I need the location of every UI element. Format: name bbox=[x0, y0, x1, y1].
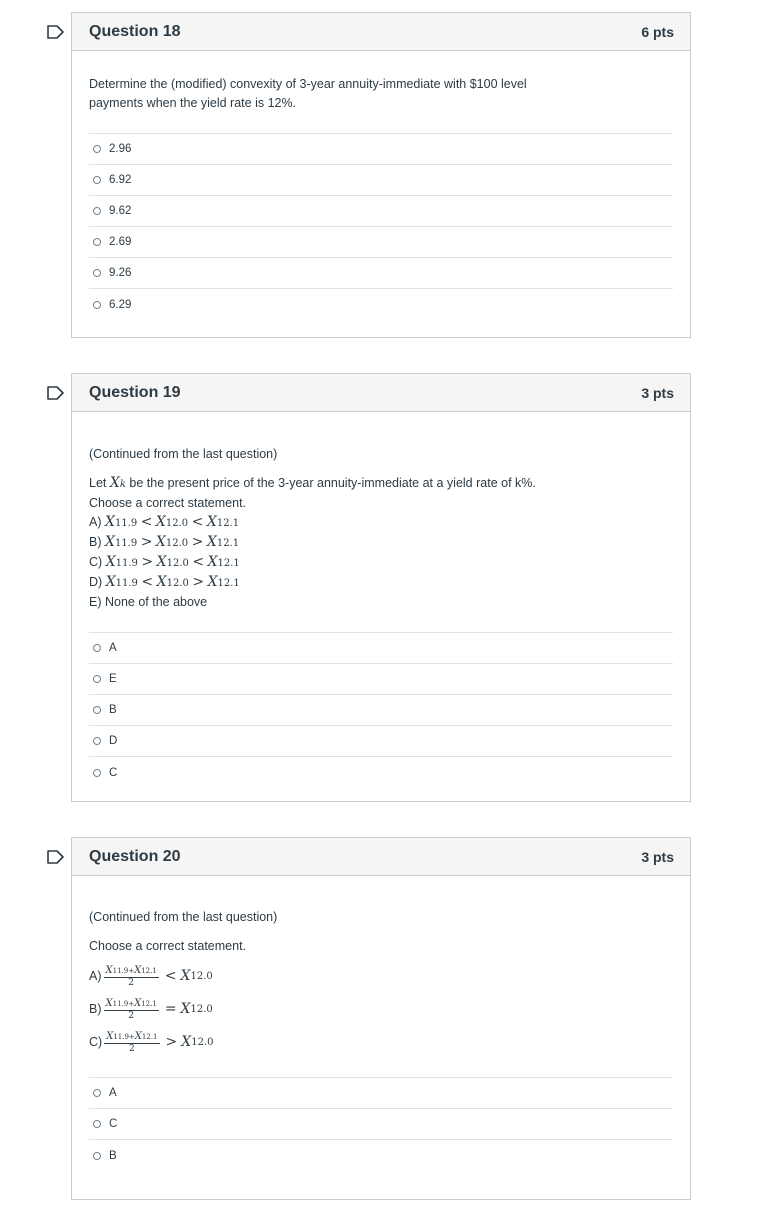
sub-a: 11.9 bbox=[112, 999, 129, 1008]
question-18-card bbox=[71, 12, 691, 338]
sub-a: 11.9 bbox=[113, 1032, 129, 1041]
question-19-header bbox=[72, 374, 690, 412]
radio-button[interactable] bbox=[93, 145, 101, 153]
relation-1: < bbox=[141, 574, 154, 590]
flag-question-19-icon[interactable] bbox=[46, 385, 66, 401]
answer-label: D bbox=[109, 735, 118, 747]
relation-2: > bbox=[191, 534, 204, 550]
radio-button[interactable] bbox=[93, 675, 101, 683]
answer-label: 6.29 bbox=[109, 298, 132, 311]
answer-option[interactable] bbox=[89, 1109, 673, 1140]
answer-label: C bbox=[109, 766, 118, 779]
relation: > bbox=[165, 1034, 178, 1050]
variable-subscript: k bbox=[119, 479, 126, 490]
statement-b bbox=[89, 993, 673, 1026]
answer-label: 6.92 bbox=[109, 174, 132, 186]
sub-rhs: 12.0 bbox=[190, 1004, 213, 1015]
var-x: X bbox=[105, 997, 113, 1009]
var-x: X bbox=[180, 1001, 191, 1017]
radio-button[interactable] bbox=[93, 737, 101, 745]
let-suffix: be the present price of the 3-year annuity-immediate at a yield rate of k%. bbox=[129, 476, 536, 490]
relation-2: < bbox=[191, 514, 204, 530]
answer-option[interactable] bbox=[89, 757, 673, 788]
answer-option[interactable] bbox=[89, 633, 673, 664]
sub-b: 12.0 bbox=[166, 578, 189, 589]
sub-c: 12.1 bbox=[216, 518, 240, 529]
radio-button[interactable] bbox=[93, 1089, 101, 1097]
question-18-title: Question 18 bbox=[89, 22, 181, 40]
answer-option[interactable] bbox=[89, 1140, 673, 1171]
question-19-title: Question 19 bbox=[89, 383, 181, 401]
statement-label: C) bbox=[89, 1035, 103, 1049]
radio-button[interactable] bbox=[93, 1152, 101, 1160]
statement-label: A) bbox=[89, 969, 102, 983]
question-19-answers bbox=[89, 632, 673, 788]
question-18-text-line1: Determine the (modified) convexity of 3-year annuity-immediate with $100 level bbox=[89, 77, 527, 91]
var-x: X bbox=[134, 964, 142, 976]
sub-b: 12.1 bbox=[141, 999, 157, 1008]
question-18-points: 6 pts bbox=[641, 23, 674, 40]
plus-sign: + bbox=[128, 966, 135, 975]
sub-a: 11.9 bbox=[114, 518, 138, 529]
statement-c bbox=[89, 1026, 673, 1059]
flag-question-20-icon[interactable] bbox=[46, 849, 66, 865]
answer-label: B bbox=[109, 704, 117, 716]
answer-label: B bbox=[109, 1149, 117, 1162]
sub-c: 12.1 bbox=[217, 578, 240, 589]
statement-label: D) bbox=[89, 575, 103, 589]
question-18-text-line2: payments when the yield rate is 12%. bbox=[89, 96, 297, 110]
denominator: 2 bbox=[128, 1043, 135, 1054]
answer-option[interactable] bbox=[89, 1078, 673, 1109]
var-x: X bbox=[106, 1030, 114, 1042]
question-20-card bbox=[71, 837, 691, 1200]
sub-rhs: 12.0 bbox=[190, 971, 213, 982]
radio-button[interactable] bbox=[93, 238, 101, 246]
question-20-choose: Choose a correct statement. bbox=[89, 939, 247, 953]
denominator: 2 bbox=[128, 1010, 135, 1021]
sub-a: 11.9 bbox=[112, 966, 129, 975]
relation-2: > bbox=[192, 574, 205, 590]
variable-x: X bbox=[109, 475, 120, 491]
question-20-continued: (Continued from the last question) bbox=[89, 910, 278, 924]
radio-button[interactable] bbox=[93, 207, 101, 215]
question-18-header bbox=[72, 13, 690, 51]
question-20-header bbox=[72, 838, 690, 876]
radio-button[interactable] bbox=[93, 301, 101, 309]
answer-option[interactable] bbox=[89, 227, 673, 258]
var-x: X bbox=[134, 1030, 142, 1042]
statement-label: C) bbox=[89, 555, 103, 569]
radio-button[interactable] bbox=[93, 1120, 101, 1128]
sub-b: 12.0 bbox=[166, 558, 189, 569]
sub-b: 12.1 bbox=[141, 966, 157, 975]
statement-c: C) X11.9 > X12.0 < X12.1 bbox=[89, 554, 240, 570]
average-fraction bbox=[104, 1031, 159, 1055]
statement-d: D) X11.9 < X12.0 > X12.1 bbox=[89, 574, 240, 590]
question-20-answers bbox=[89, 1077, 673, 1171]
let-prefix: Let bbox=[89, 476, 107, 490]
answer-label: E bbox=[109, 673, 117, 685]
sub-b: 12.0 bbox=[165, 518, 189, 529]
var-x: X bbox=[134, 997, 142, 1009]
answer-option[interactable] bbox=[89, 258, 673, 289]
answer-label: 9.26 bbox=[109, 267, 132, 279]
answer-option[interactable] bbox=[89, 695, 673, 726]
statement-label: B) bbox=[89, 1002, 102, 1016]
relation-2: < bbox=[192, 554, 205, 570]
radio-button[interactable] bbox=[93, 176, 101, 184]
answer-label: A bbox=[109, 642, 117, 654]
answer-label: 2.96 bbox=[109, 143, 132, 155]
statement-a: A) X11.9 < X12.0 < X12.1 bbox=[89, 514, 240, 530]
statement-label: B) bbox=[89, 535, 102, 549]
answer-label: C bbox=[109, 1118, 118, 1130]
question-19-continued: (Continued from the last question) bbox=[89, 447, 278, 461]
sub-b: 12.1 bbox=[141, 1032, 158, 1041]
answer-option[interactable] bbox=[89, 134, 673, 165]
statement-label: A) bbox=[89, 515, 102, 529]
average-fraction bbox=[104, 998, 159, 1022]
answer-label: 9.62 bbox=[109, 205, 132, 217]
question-20-title: Question 20 bbox=[89, 847, 181, 865]
question-19-points: 3 pts bbox=[641, 384, 674, 401]
radio-button[interactable] bbox=[93, 269, 101, 277]
answer-label: 2.69 bbox=[109, 236, 132, 248]
plus-sign: + bbox=[128, 999, 135, 1008]
answer-label: A bbox=[109, 1087, 117, 1099]
denominator: 2 bbox=[128, 977, 135, 988]
radio-button[interactable] bbox=[93, 644, 101, 652]
var-x: X bbox=[180, 968, 191, 984]
sub-rhs: 12.0 bbox=[191, 1037, 214, 1048]
average-fraction bbox=[104, 965, 159, 989]
plus-sign: + bbox=[128, 1032, 135, 1041]
relation: = bbox=[164, 1001, 177, 1017]
relation-1: < bbox=[140, 514, 153, 530]
question-19-let-line bbox=[89, 474, 673, 494]
radio-button[interactable] bbox=[93, 769, 101, 777]
relation-1: > bbox=[141, 554, 154, 570]
question-18-answers bbox=[89, 133, 673, 320]
question-19-card bbox=[71, 373, 691, 802]
sub-c: 12.1 bbox=[217, 558, 240, 569]
var-x: X bbox=[181, 1034, 192, 1050]
answer-option[interactable] bbox=[89, 196, 673, 227]
answer-option[interactable] bbox=[89, 664, 673, 695]
statement-a bbox=[89, 960, 673, 993]
answer-option[interactable] bbox=[89, 289, 673, 320]
sub-a: 11.9 bbox=[115, 558, 138, 569]
radio-button[interactable] bbox=[93, 706, 101, 714]
relation: < bbox=[164, 968, 177, 984]
sub-b: 12.0 bbox=[165, 538, 189, 549]
question-19-choose: Choose a correct statement. bbox=[89, 496, 247, 510]
var-x: X bbox=[105, 964, 113, 976]
sub-a: 11.9 bbox=[115, 578, 138, 589]
answer-option[interactable] bbox=[89, 726, 673, 757]
relation-1: > bbox=[140, 534, 153, 550]
answer-option[interactable] bbox=[89, 165, 673, 196]
sub-c: 12.1 bbox=[216, 538, 240, 549]
sub-a: 11.9 bbox=[114, 538, 138, 549]
statement-e: E) None of the above bbox=[89, 595, 208, 609]
flag-question-18-icon[interactable] bbox=[46, 24, 66, 40]
question-20-points: 3 pts bbox=[641, 848, 674, 865]
statement-b: B) X11.9 > X12.0 > X12.1 bbox=[89, 534, 240, 550]
